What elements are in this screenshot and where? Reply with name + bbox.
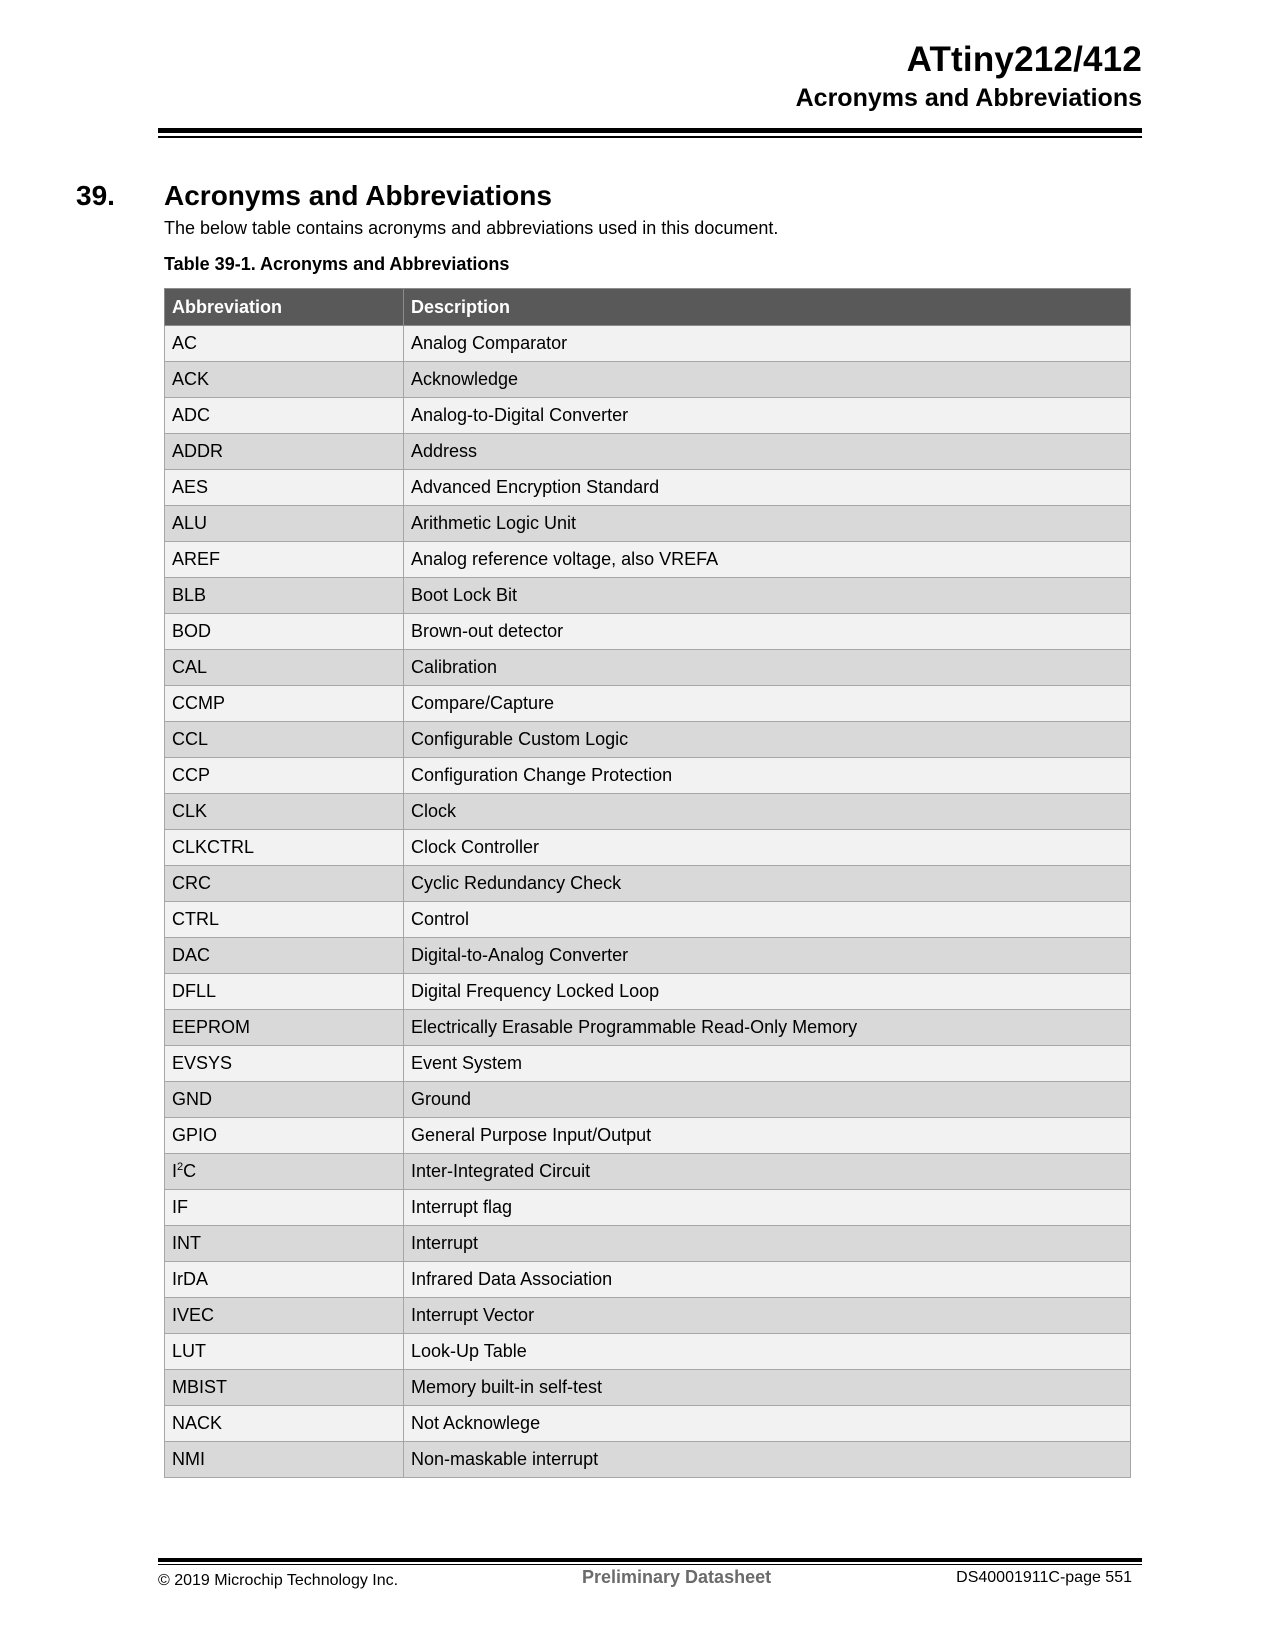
description-cell: Interrupt — [404, 1226, 1131, 1262]
abbreviation-cell: CCP — [165, 758, 404, 794]
description-cell: Advanced Encryption Standard — [404, 470, 1131, 506]
description-cell: Clock — [404, 794, 1131, 830]
description-cell: Arithmetic Logic Unit — [404, 506, 1131, 542]
document-subtitle: Acronyms and Abbreviations — [795, 84, 1142, 112]
footer-rule-thin — [158, 1564, 1142, 1565]
description-cell: Analog reference voltage, also VREFA — [404, 542, 1131, 578]
description-cell: Calibration — [404, 650, 1131, 686]
description-cell: Inter-Integrated Circuit — [404, 1154, 1131, 1190]
acronyms-table — [164, 288, 1131, 1478]
description-cell: Address — [404, 434, 1131, 470]
header-rule — [158, 128, 1142, 133]
description-cell: Infrared Data Association — [404, 1262, 1131, 1298]
abbreviation-cell: GPIO — [165, 1118, 404, 1154]
description-cell: Brown-out detector — [404, 614, 1131, 650]
header-rule-thin — [158, 136, 1142, 138]
table-row — [165, 1082, 1131, 1118]
description-cell: Boot Lock Bit — [404, 578, 1131, 614]
abbreviation-cell: LUT — [165, 1334, 404, 1370]
abbreviation-cell: CRC — [165, 866, 404, 902]
abbreviation-cell: NACK — [165, 1406, 404, 1442]
table-row — [165, 506, 1131, 542]
description-cell: Clock Controller — [404, 830, 1131, 866]
description-cell: Acknowledge — [404, 362, 1131, 398]
abbreviation-cell: CLKCTRL — [165, 830, 404, 866]
table-row — [165, 1190, 1131, 1226]
table-row — [165, 362, 1131, 398]
description-cell: Configurable Custom Logic — [404, 722, 1131, 758]
abbreviation-cell: ADC — [165, 398, 404, 434]
description-cell: Digital Frequency Locked Loop — [404, 974, 1131, 1010]
abbreviation-cell: ACK — [165, 362, 404, 398]
footer-rule — [158, 1558, 1142, 1562]
section-intro: The below table contains acronyms and abbreviations used in this document. — [164, 218, 779, 238]
table-row — [165, 866, 1131, 902]
abbreviation-cell: CLK — [165, 794, 404, 830]
description-cell: Non-maskable interrupt — [404, 1442, 1131, 1478]
abbreviation-cell: CAL — [165, 650, 404, 686]
table-row — [165, 686, 1131, 722]
table-row — [165, 470, 1131, 506]
table-row — [165, 1226, 1131, 1262]
abbreviation-cell: AREF — [165, 542, 404, 578]
abbreviation-cell: EVSYS — [165, 1046, 404, 1082]
table-row — [165, 1046, 1131, 1082]
footer-page-number: DS40001911C-page 551 — [956, 1569, 1132, 1586]
table-row — [165, 830, 1131, 866]
table-row — [165, 1406, 1131, 1442]
table-row — [165, 1154, 1131, 1190]
description-cell: Analog Comparator — [404, 326, 1131, 362]
table-row — [165, 1298, 1131, 1334]
abbreviation-cell: GND — [165, 1082, 404, 1118]
abbreviation-cell: AES — [165, 470, 404, 506]
abbreviation-cell: ALU — [165, 506, 404, 542]
footer-copyright: © 2019 Microchip Technology Inc. — [158, 1572, 399, 1589]
abbreviation-cell: BOD — [165, 614, 404, 650]
description-cell: Event System — [404, 1046, 1131, 1082]
table-header-row — [165, 289, 1131, 326]
column-header-description: Description — [404, 289, 1131, 326]
footer-document-type: Preliminary Datasheet — [582, 1567, 772, 1587]
table-caption: Table 39-1. Acronyms and Abbreviations — [164, 254, 510, 274]
table-body — [165, 326, 1131, 1478]
description-cell: Control — [404, 902, 1131, 938]
description-cell: Compare/Capture — [404, 686, 1131, 722]
table-row — [165, 1010, 1131, 1046]
table-row — [165, 722, 1131, 758]
table-row — [165, 794, 1131, 830]
description-cell: Electrically Erasable Programmable Read-Only Memory — [404, 1010, 1131, 1046]
section-number: 39. — [76, 180, 115, 211]
table-row — [165, 974, 1131, 1010]
abbreviation-cell: IF — [165, 1190, 404, 1226]
table-row — [165, 758, 1131, 794]
abbreviation-cell: ADDR — [165, 434, 404, 470]
description-cell: Digital-to-Analog Converter — [404, 938, 1131, 974]
table-row — [165, 326, 1131, 362]
section-title: Acronyms and Abbreviations — [164, 180, 552, 211]
abbreviation-cell: MBIST — [165, 1370, 404, 1406]
table-row — [165, 1262, 1131, 1298]
abbreviation-cell: CTRL — [165, 902, 404, 938]
description-cell: Memory built-in self-test — [404, 1370, 1131, 1406]
description-cell: General Purpose Input/Output — [404, 1118, 1131, 1154]
table-row — [165, 902, 1131, 938]
table-row — [165, 542, 1131, 578]
table-row — [165, 1334, 1131, 1370]
table-row — [165, 1442, 1131, 1478]
abbreviation-cell: IVEC — [165, 1298, 404, 1334]
description-cell: Interrupt flag — [404, 1190, 1131, 1226]
table-row — [165, 398, 1131, 434]
abbreviation-cell: INT — [165, 1226, 404, 1262]
abbreviation-cell: EEPROM — [165, 1010, 404, 1046]
abbreviation-cell: $I^2C$ — [165, 1154, 404, 1190]
table-row — [165, 614, 1131, 650]
description-cell: Analog-to-Digital Converter — [404, 398, 1131, 434]
table-row — [165, 1118, 1131, 1154]
table-row — [165, 434, 1131, 470]
abbreviation-cell: NMI — [165, 1442, 404, 1478]
table-row — [165, 1370, 1131, 1406]
abbreviation-cell: DFLL — [165, 974, 404, 1010]
abbreviation-cell: DAC — [165, 938, 404, 974]
description-cell: Interrupt Vector — [404, 1298, 1131, 1334]
description-cell: Cyclic Redundancy Check — [404, 866, 1131, 902]
abbreviation-cell: AC — [165, 326, 404, 362]
table-row — [165, 650, 1131, 686]
abbreviation-cell: IrDA — [165, 1262, 404, 1298]
abbreviation-cell: CCMP — [165, 686, 404, 722]
description-cell: Configuration Change Protection — [404, 758, 1131, 794]
abbreviation-cell: CCL — [165, 722, 404, 758]
description-cell: Look-Up Table — [404, 1334, 1131, 1370]
abbreviation-cell: BLB — [165, 578, 404, 614]
document-title: ATtiny212/412 — [906, 40, 1142, 79]
table-row — [165, 578, 1131, 614]
column-header-abbreviation: Abbreviation — [165, 289, 404, 326]
description-cell: Not Acknowlege — [404, 1406, 1131, 1442]
table-row — [165, 938, 1131, 974]
description-cell: Ground — [404, 1082, 1131, 1118]
